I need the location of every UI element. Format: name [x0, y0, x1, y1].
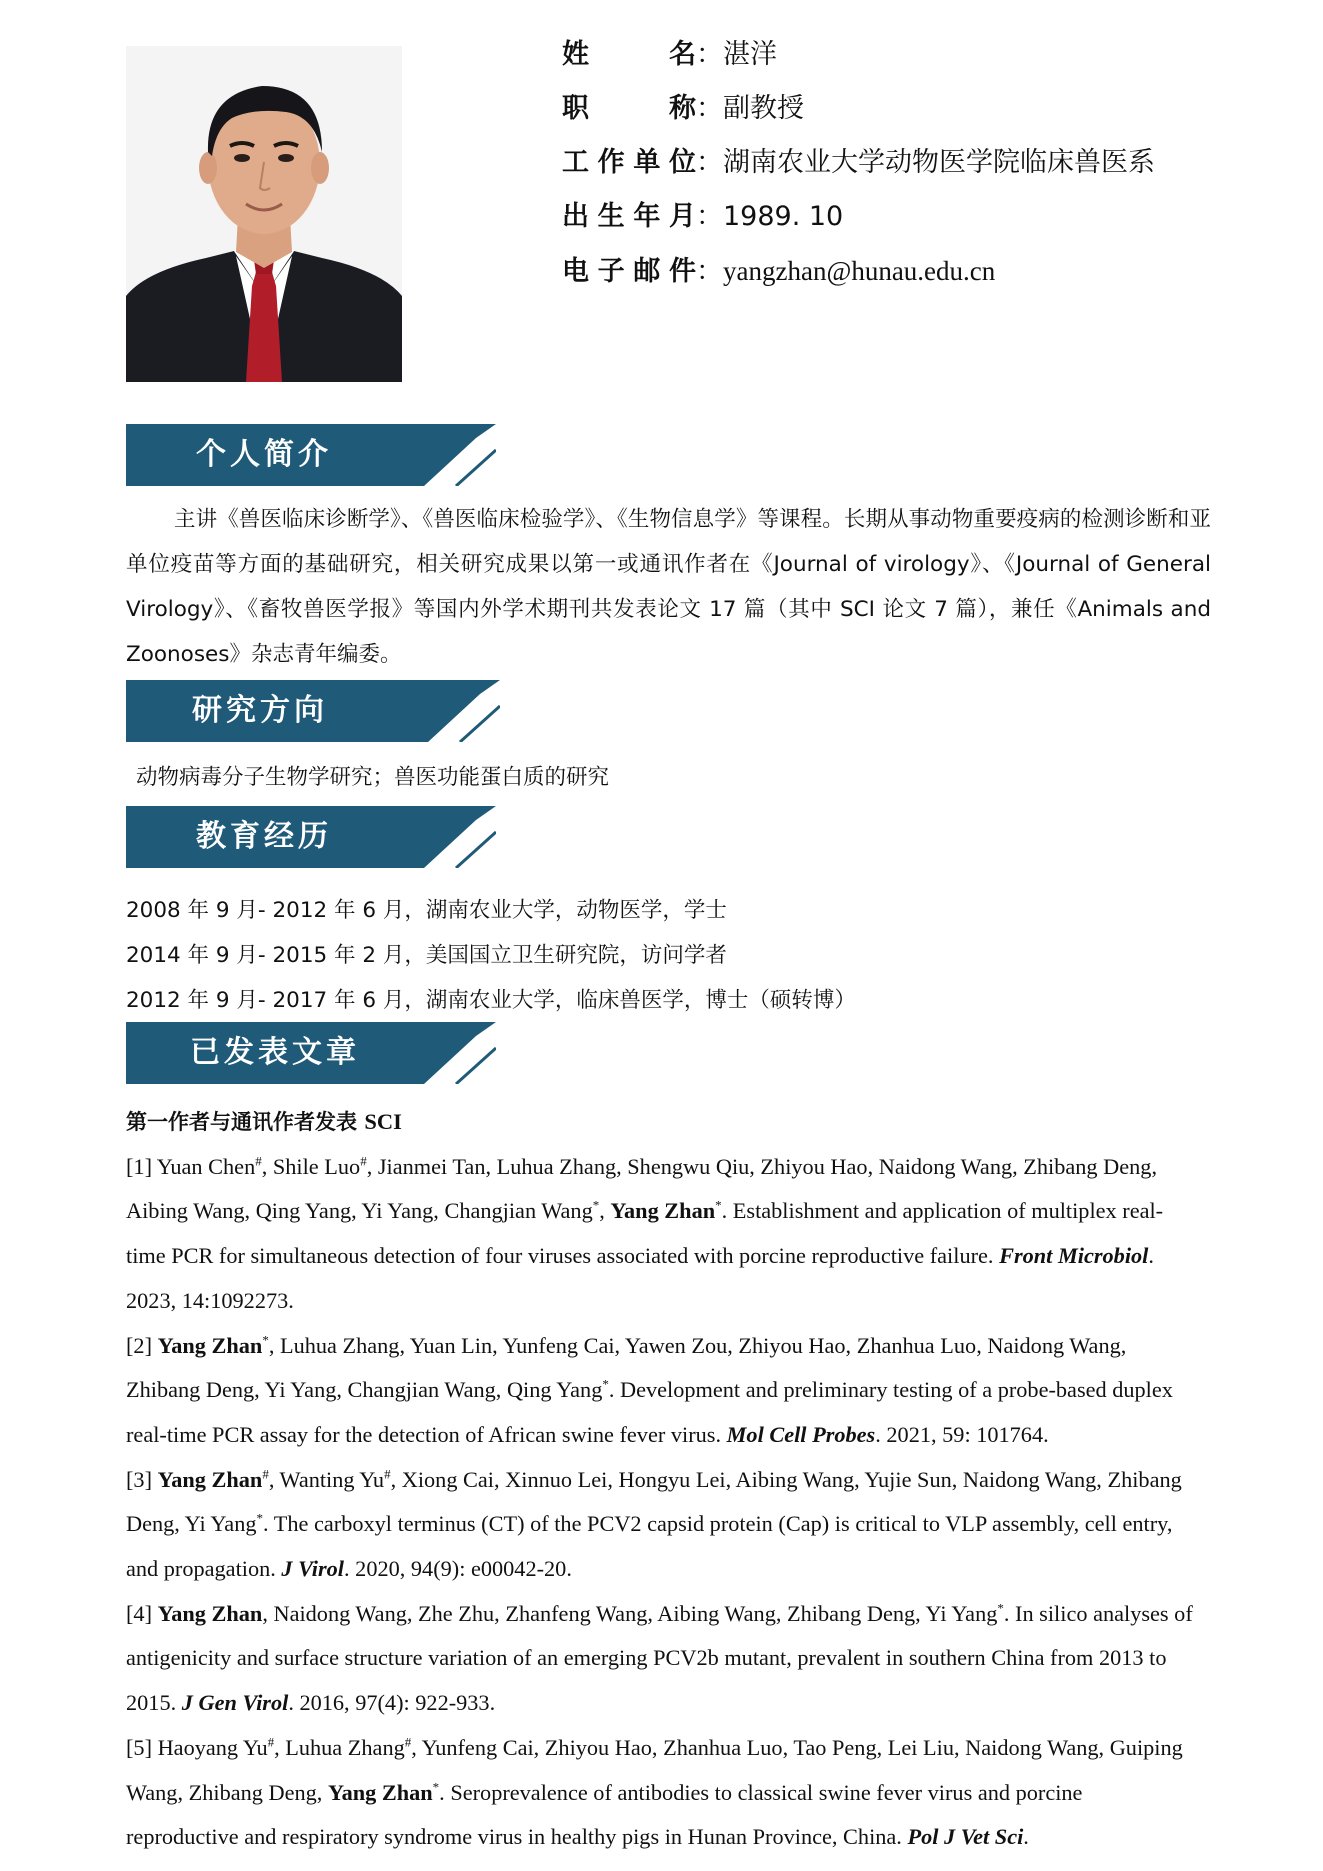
section-banner-research	[126, 680, 500, 742]
colon: ：	[696, 201, 723, 232]
section-title-research: 研究方向	[192, 693, 328, 728]
publication-list	[126, 1100, 1196, 1860]
value-email[interactable]: yangzhan@hunau.edu.cn	[723, 256, 996, 286]
ref-number: [4]	[126, 1600, 152, 1626]
ref-bold-author: Yang Zhan	[157, 1600, 263, 1626]
education-item: 2008 年 9 月- 2012 年 6 月，湖南农业大学，动物医学，学士	[126, 898, 727, 923]
ref-number: [5]	[126, 1734, 152, 1760]
corresponding-mark: *	[715, 1197, 722, 1213]
publication-heading-latin: SCI	[364, 1109, 402, 1134]
label-birth: 出生年月	[562, 201, 696, 232]
colon: ：	[696, 256, 723, 287]
ref-authors: , Naidong Wang, Zhe Zhu, Zhanfeng Wang, Aibing Wang, Zhibang Deng, Yi Yang	[262, 1600, 998, 1626]
ref-journal: Pol J Vet Sci	[907, 1824, 1024, 1850]
equal-contrib-mark: #	[360, 1153, 367, 1169]
section-banner-intro	[126, 424, 496, 486]
reference-item	[126, 1726, 1196, 1860]
ref-author: , Wanting Yu	[268, 1466, 385, 1492]
reference-item	[126, 1324, 1196, 1458]
value-birth: 1989. 10	[723, 201, 844, 232]
corresponding-mark: *	[592, 1197, 600, 1213]
ref-journal: Mol Cell Probes	[726, 1421, 876, 1447]
ref-author: , Shile Luo	[261, 1153, 361, 1179]
ref-tail: .	[1023, 1824, 1029, 1850]
equal-contrib-mark: #	[384, 1466, 391, 1482]
ref-tail: . 2016, 97(4): 922-933.	[288, 1690, 496, 1716]
corresponding-mark: *	[602, 1376, 609, 1392]
corresponding-mark: *	[997, 1600, 1004, 1616]
ref-journal: J Gen Virol	[181, 1690, 289, 1716]
reference-item: [1] Yuan Chen#, Shile Luo#, Jianmei Tan, Luhua Zhang, Shengwu Qiu, Zhiyou Hao, Naidong Wang, Zhibang Deng, Aibing Wang, Qing Yang, Yi Yang, Changjian Wang*, Yang Zhan*. Establishment and application of multiplex real-time PCR for simultaneous detection of four viruses associated with porcine reproductive failure. Front Microbiol. 2023, 14:1092273.	[126, 1153, 1164, 1313]
research-text: 动物病毒分子生物学研究；兽医功能蛋白质的研究	[136, 765, 610, 790]
label-title: 职称	[562, 93, 696, 124]
reference-item	[126, 1592, 1196, 1726]
ref-title: . The carboxyl terminus (CT) of the PCV2 capsid protein (Cap) is critical to VLP assembly, cell entry, and propagation.	[126, 1511, 1173, 1582]
publication-heading	[126, 1100, 1196, 1145]
ref-tail: . 2020, 94(9): e00042-20.	[344, 1556, 572, 1582]
info-title-row	[562, 90, 1282, 144]
label-workplace: 工作单位	[562, 147, 696, 178]
label-name: 姓名	[562, 39, 696, 70]
publication-heading-cn: 第一作者与通讯作者发表	[126, 1110, 357, 1134]
label-email: 电子邮件	[562, 256, 696, 287]
ref-tail: . 2023, 14:1092273.	[126, 1243, 1154, 1313]
value-workplace: 湖南农业大学动物医学院临床兽医系	[723, 147, 1155, 178]
ref-bold-author: Yang Zhan	[610, 1198, 716, 1224]
ref-bold-author: Yang Zhan	[327, 1779, 433, 1805]
equal-contrib-mark: #	[404, 1734, 412, 1750]
ref-authors: , Jianmei Tan, Luhua Zhang, Shengwu Qiu, Zhiyou Hao, Naidong Wang, Zhibang Deng, Aibing Wang, Qing Yang, Yi Yang, Changjian Wang	[126, 1153, 1158, 1224]
colon: ：	[696, 93, 723, 124]
section-banner-publications	[126, 1022, 496, 1084]
education-item: 2014 年 9 月- 2015 年 2 月，美国国立卫生研究院，访问学者	[126, 943, 727, 968]
value-title: 副教授	[723, 93, 804, 124]
ref-authors: , Xiong Cai, Xinnuo Lei, Hongyu Lei, Aibing Wang, Yujie Sun, Naidong Wang, Zhibang Deng, Yi Yang	[126, 1466, 1182, 1537]
ref-author: Yuan Chen	[156, 1153, 256, 1179]
corresponding-mark: *	[262, 1332, 269, 1348]
equal-contrib-mark: #	[267, 1734, 275, 1750]
section-title-education: 教育经历	[196, 819, 332, 854]
ref-title: . Seroprevalence of antibodies to classical swine fever virus and porcine reproductive and respiratory syndrome virus in healthy pigs in Hunan Province, China.	[126, 1779, 1083, 1850]
info-name-row	[562, 36, 1282, 90]
ref-journal: J Virol	[281, 1556, 345, 1582]
info-birth-row	[562, 198, 1282, 252]
ref-number: [1]	[126, 1153, 152, 1179]
equal-contrib-mark: #	[255, 1153, 262, 1169]
ref-title: . Establishment and application of multiplex real-time PCR for simultaneous detection of four viruses associated with porcine reproductive failure.	[126, 1198, 1164, 1269]
reference-item	[126, 1458, 1196, 1592]
section-title-publications: 已发表文章	[190, 1035, 360, 1070]
profile-info	[562, 36, 1282, 306]
section-title-intro: 个人简介	[196, 437, 332, 472]
ref-authors: , Luhua Zhang, Yuan Lin, Yunfeng Cai, Yawen Zou, Zhiyou Hao, Zhanhua Luo, Naidong Wang, Zhibang Deng, Yi Yang, Changjian Wang, Qing Yang	[126, 1332, 1127, 1403]
ref-number: [2]	[126, 1332, 152, 1358]
corresponding-mark: *	[432, 1779, 440, 1795]
ref-journal: Front Microbiol	[999, 1243, 1149, 1269]
ref-title: . In silico analyses of antigenicity and surface structure variation of an emerging PCV2b mutant, prevalent in southern China from 2013 to 2015.	[126, 1600, 1193, 1716]
intro-paragraph	[126, 497, 1211, 677]
ref-authors: , Yunfeng Cai, Zhiyou Hao, Zhanhua Luo, Tao Peng, Lei Liu, Naidong Wang, Guiping Wang, Zhibang Deng,	[126, 1734, 1183, 1805]
ref-author: , Luhua Zhang	[274, 1734, 405, 1760]
value-name: 湛洋	[723, 39, 777, 70]
profile-photo	[126, 46, 402, 382]
ref-tail: . 2021, 59: 101764.	[875, 1421, 1049, 1447]
ref-author: Haoyang Yu	[157, 1734, 268, 1760]
info-email-row	[562, 252, 1282, 306]
info-workplace-row	[562, 144, 1282, 198]
colon: ：	[696, 39, 723, 70]
education-item: 2012 年 9 月- 2017 年 6 月，湖南农业大学，临床兽医学，博士（硕转博）	[126, 988, 856, 1013]
ref-bold-author: Yang Zhan	[157, 1332, 263, 1358]
section-banner-education	[126, 806, 496, 868]
intro-text: 主讲《兽医临床诊断学》、《兽医临床检验学》、《生物信息学》等课程。长期从事动物重要疫病的检测诊断和亚单位疫苗等方面的基础研究，相关研究成果以第一或通讯作者在《Journal of virology》、《Journal of General Virology》、《畜牧兽医学报》等国内外学术期刊共发表论文 17 篇（其中 SCI 论文 7 篇），兼任《Animals and Zoonoses》杂志青年编委。	[126, 507, 1211, 667]
ref-bold-author: Yang Zhan	[157, 1466, 263, 1492]
equal-contrib-mark: #	[262, 1466, 269, 1482]
ref-title: . Development and preliminary testing of a probe-based duplex real-time PCR assay for the detection of African swine fever virus.	[126, 1377, 1173, 1447]
corresponding-mark: *	[256, 1510, 263, 1526]
colon: ：	[696, 147, 723, 178]
ref-number: [3]	[126, 1466, 152, 1492]
